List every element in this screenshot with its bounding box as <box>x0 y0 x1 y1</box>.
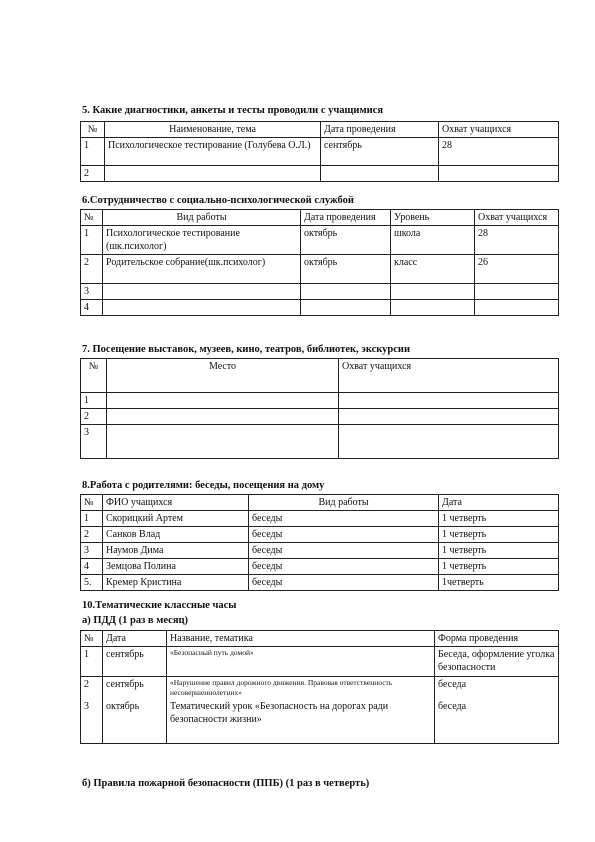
header-cell: № <box>81 122 105 138</box>
cell: 3 <box>81 699 103 743</box>
cell: 4 <box>81 300 103 316</box>
table-header-row <box>81 122 559 138</box>
header-cell: Наименование, тема <box>105 122 321 138</box>
cell: 2 <box>81 166 105 182</box>
header-cell: Название, тематика <box>167 631 435 647</box>
cell: Скорицкий Артем <box>103 511 249 527</box>
table-header-row <box>81 359 559 393</box>
table-row <box>81 300 559 316</box>
cell: 2 <box>81 527 103 543</box>
cell: беседы <box>249 543 439 559</box>
cell: беседа <box>435 699 559 743</box>
table-row <box>81 647 559 677</box>
cell: «Нарушение правил дорожного движения. Правовая ответственность несовершеннолетних» <box>167 677 435 700</box>
fire-safety-heading: б) Правила пожарной безопасности (ППБ) (1 раз в четверть) <box>82 778 370 789</box>
table-header-row <box>81 495 559 511</box>
cell: 3 <box>81 284 103 300</box>
cell: 1 <box>81 647 103 677</box>
table-row <box>81 226 559 255</box>
cell: беседа <box>435 677 559 700</box>
header-cell: Вид работы <box>103 210 301 226</box>
table-row <box>81 166 559 182</box>
section-5-heading: 5. Какие диагностики, анкеты и тесты проводили с учащимися <box>82 105 384 116</box>
cooperation-table <box>80 209 559 316</box>
header-cell: Дата проведения <box>321 122 439 138</box>
cell: 1 <box>81 226 103 255</box>
cell <box>475 300 559 316</box>
header-cell: Вид работы <box>249 495 439 511</box>
cell: 1 четверть <box>439 543 559 559</box>
visits-table <box>80 358 559 459</box>
table-row <box>81 543 559 559</box>
cell: сентябрь <box>103 647 167 677</box>
cell <box>107 409 339 425</box>
cell: школа <box>391 226 475 255</box>
cell: 1 четверть <box>439 559 559 575</box>
header-cell: № <box>81 631 103 647</box>
cell: 1четверть <box>439 575 559 591</box>
cell <box>339 393 559 409</box>
table-header-row <box>81 631 559 647</box>
cell: 1 <box>81 511 103 527</box>
header-cell: Охват учащихся <box>339 359 559 393</box>
table-row <box>81 255 559 284</box>
table-row <box>81 527 559 543</box>
table-row <box>81 409 559 425</box>
cell <box>321 166 439 182</box>
cell <box>339 425 559 459</box>
diagnostics-table <box>80 121 559 182</box>
header-cell: Уровень <box>391 210 475 226</box>
cell: Тематический урок «Безопасность на дорогах ради безопасности жизни» <box>167 699 435 743</box>
cell <box>301 300 391 316</box>
cell: 4 <box>81 559 103 575</box>
cell: 28 <box>439 138 559 166</box>
section-10-heading: 10.Тематические классные часы <box>82 600 237 611</box>
cell: 2 <box>81 255 103 284</box>
table-row <box>81 559 559 575</box>
table-row <box>81 393 559 409</box>
section-6-heading: 6.Сотрудничество с социально-психологической службой <box>82 195 354 206</box>
header-cell: Дата проведения <box>301 210 391 226</box>
cell: класс <box>391 255 475 284</box>
header-cell: Охват учащихся <box>439 122 559 138</box>
cell <box>339 409 559 425</box>
cell: 1 <box>81 138 105 166</box>
section-10-subheading: а) ПДД (1 раз в месяц) <box>82 615 189 626</box>
cell: беседы <box>249 575 439 591</box>
cell <box>391 300 475 316</box>
cell: 28 <box>475 226 559 255</box>
cell <box>301 284 391 300</box>
cell: октябрь <box>103 699 167 743</box>
cell: октябрь <box>301 226 391 255</box>
header-cell: Форма проведения <box>435 631 559 647</box>
table-row <box>81 138 559 166</box>
cell: 2 <box>81 409 107 425</box>
cell <box>475 284 559 300</box>
cell: Кремер Кристина <box>103 575 249 591</box>
cell: Земцова Полина <box>103 559 249 575</box>
cell: 1 четверть <box>439 511 559 527</box>
cell <box>103 284 301 300</box>
cell: 5. <box>81 575 103 591</box>
parents-table <box>80 494 559 591</box>
cell: Наумов Дима <box>103 543 249 559</box>
cell <box>391 284 475 300</box>
cell: 3 <box>81 425 107 459</box>
cell: Психологическое тестирование (шк.психолог) <box>103 226 301 255</box>
header-cell: Дата <box>439 495 559 511</box>
cell <box>107 425 339 459</box>
header-cell: ФИО учащихся <box>103 495 249 511</box>
cell: 26 <box>475 255 559 284</box>
cell: сентябрь <box>103 677 167 700</box>
cell <box>105 166 321 182</box>
cell: сентябрь <box>321 138 439 166</box>
header-cell: № <box>81 210 103 226</box>
table-row <box>81 511 559 527</box>
cell: октябрь <box>301 255 391 284</box>
cell: «Безопасный путь домой» <box>167 647 435 677</box>
cell: 3 <box>81 543 103 559</box>
cell: беседы <box>249 527 439 543</box>
section-8-heading: 8.Работа с родителями: беседы, посещения на дому <box>82 480 325 491</box>
cell <box>107 393 339 409</box>
cell: Родительское собрание(шк.психолог) <box>103 255 301 284</box>
table-row <box>81 284 559 300</box>
header-cell: Охват учащихся <box>475 210 559 226</box>
table-row <box>81 575 559 591</box>
cell: Беседа, оформление уголка безопасности <box>435 647 559 677</box>
cell: Санков Влад <box>103 527 249 543</box>
cell: 1 <box>81 393 107 409</box>
cell: 1 четверть <box>439 527 559 543</box>
class-hours-table <box>80 630 559 744</box>
section-7-heading: 7. Посещение выставок, музеев, кино, театров, библиотек, экскурсии <box>82 344 411 355</box>
table-header-row <box>81 210 559 226</box>
cell: беседы <box>249 511 439 527</box>
header-cell: Дата <box>103 631 167 647</box>
table-row <box>81 677 559 700</box>
cell: 2 <box>81 677 103 700</box>
header-cell: № <box>81 359 107 393</box>
cell <box>103 300 301 316</box>
cell <box>439 166 559 182</box>
header-cell: Место <box>107 359 339 393</box>
cell: беседы <box>249 559 439 575</box>
table-row <box>81 699 559 743</box>
cell: Психологическое тестирование (Голубева О.Л.) <box>105 138 321 166</box>
header-cell: № <box>81 495 103 511</box>
table-row <box>81 425 559 459</box>
